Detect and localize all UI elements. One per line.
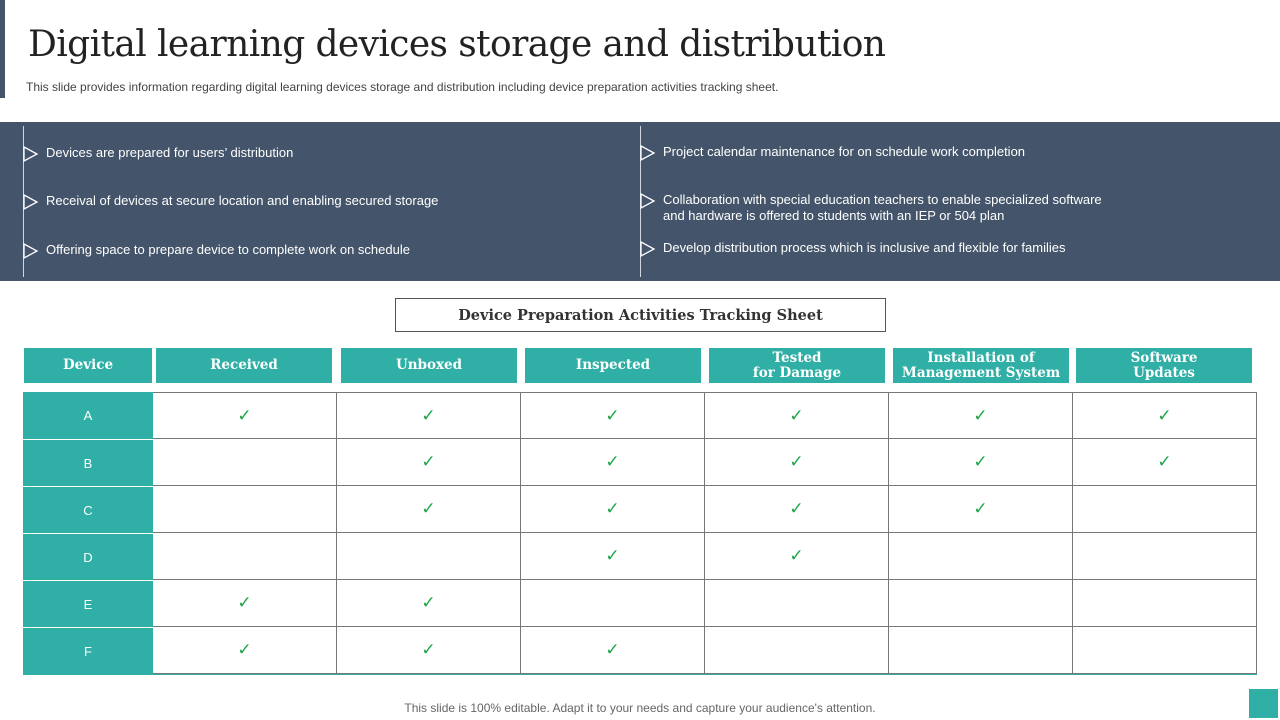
- status-cell: [521, 533, 705, 580]
- banner-bullet: [23, 145, 293, 162]
- table-row: [23, 439, 1257, 486]
- page-title: Digital learning devices storage and distribution: [28, 24, 886, 65]
- table-row: [23, 392, 1257, 439]
- tracking-sheet-title: Device Preparation Activities Tracking Sheet: [395, 298, 886, 332]
- checkmark-icon: ✓: [789, 405, 804, 426]
- title-accent-bar: [0, 0, 5, 98]
- status-cell: [889, 392, 1073, 439]
- status-cell: [521, 486, 705, 533]
- status-cell: [705, 533, 889, 580]
- status-cell: [705, 439, 889, 486]
- table-row: [23, 533, 1257, 580]
- device-label-cell: D: [23, 533, 153, 580]
- status-cell: [521, 439, 705, 486]
- triangle-bullet-icon: [640, 145, 656, 161]
- header-tested-for-damage: Tested for Damage: [709, 348, 885, 383]
- banner-bullet-text: Devices are prepared for users’ distribution: [46, 145, 294, 160]
- status-cell: [153, 439, 337, 486]
- status-cell: [705, 392, 889, 439]
- triangle-bullet-icon: [640, 193, 656, 209]
- status-cell: [889, 627, 1073, 674]
- footer-note: This slide is 100% editable. Adapt it to your needs and capture your audience's attention.: [404, 701, 876, 715]
- status-cell: [153, 627, 337, 674]
- status-cell: [705, 627, 889, 674]
- checkmark-icon: ✓: [1157, 405, 1172, 426]
- status-cell: [705, 580, 889, 627]
- status-cell: [153, 392, 337, 439]
- checkmark-icon: ✓: [973, 452, 988, 472]
- banner-bullet-text: Receival of devices at secure location and enabling secured storage: [46, 193, 439, 208]
- checkmark-icon: ✓: [237, 640, 252, 660]
- banner-bullet: [23, 193, 438, 210]
- header-received: Received: [156, 348, 332, 383]
- checkmark-icon: ✓: [789, 452, 804, 472]
- status-cell: [153, 533, 337, 580]
- device-label-cell: A: [23, 392, 153, 439]
- status-cell: [337, 627, 521, 674]
- device-label-cell: C: [23, 486, 153, 533]
- corner-square: [1249, 689, 1278, 718]
- checkmark-icon: ✓: [605, 405, 620, 426]
- device-label-cell: B: [23, 439, 153, 486]
- checkmark-icon: ✓: [973, 405, 988, 426]
- status-cell: [1073, 486, 1257, 533]
- status-cell: [1073, 580, 1257, 627]
- banner-bullet: [640, 192, 1102, 224]
- banner-bullet: [640, 144, 1025, 161]
- status-cell: [1073, 392, 1257, 439]
- page-subtitle: This slide provides information regarding digital learning devices storage and distribution including device preparation activities tracking sheet.: [26, 80, 779, 94]
- banner-bullet-text: Offering space to prepare device to complete work on schedule: [46, 242, 410, 257]
- checkmark-icon: ✓: [1157, 452, 1172, 472]
- status-cell: [1073, 627, 1257, 674]
- checkmark-icon: ✓: [421, 499, 436, 519]
- status-cell: [1073, 533, 1257, 580]
- status-cell: [337, 392, 521, 439]
- device-label-cell: E: [23, 580, 153, 627]
- table-bottom-rule: [23, 674, 1257, 675]
- checkmark-icon: ✓: [789, 546, 804, 566]
- triangle-bullet-icon: [23, 243, 39, 259]
- status-cell: [521, 392, 705, 439]
- status-cell: [337, 439, 521, 486]
- checkmark-icon: ✓: [789, 499, 804, 519]
- header-unboxed: Unboxed: [341, 348, 517, 383]
- banner-bullet-text: Collaboration with special education teachers to enable specialized software and hardware is offered to students with an IEP or 504 plan: [663, 192, 1102, 223]
- checkmark-icon: ✓: [421, 405, 436, 426]
- header-device: Device: [24, 348, 152, 383]
- table-row: [23, 486, 1257, 533]
- status-cell: [337, 533, 521, 580]
- status-cell: [521, 580, 705, 627]
- checkmark-icon: ✓: [605, 640, 620, 660]
- status-cell: [337, 580, 521, 627]
- status-cell: [889, 533, 1073, 580]
- triangle-bullet-icon: [640, 241, 656, 257]
- checkmark-icon: ✓: [421, 640, 436, 660]
- header-inspected: Inspected: [525, 348, 701, 383]
- info-banner: [0, 122, 1280, 281]
- checkmark-icon: ✓: [421, 593, 436, 613]
- banner-bullet: [23, 242, 410, 259]
- checkmark-icon: ✓: [237, 593, 252, 613]
- status-cell: [337, 486, 521, 533]
- device-label-cell: F: [23, 627, 153, 674]
- status-cell: [889, 580, 1073, 627]
- checkmark-icon: ✓: [421, 452, 436, 472]
- status-cell: [1073, 439, 1257, 486]
- checkmark-icon: ✓: [605, 499, 620, 519]
- tracking-table: [23, 392, 1257, 675]
- status-cell: [153, 486, 337, 533]
- table-row: [23, 627, 1257, 674]
- triangle-bullet-icon: [23, 146, 39, 162]
- table-row: [23, 580, 1257, 627]
- status-cell: [705, 486, 889, 533]
- checkmark-icon: ✓: [605, 546, 620, 566]
- status-cell: [521, 627, 705, 674]
- banner-bullet-text: Project calendar maintenance for on schedule work completion: [663, 144, 1026, 159]
- status-cell: [153, 580, 337, 627]
- banner-bullet-text: Develop distribution process which is inclusive and flexible for families: [663, 240, 1066, 255]
- checkmark-icon: ✓: [973, 499, 988, 519]
- status-cell: [889, 439, 1073, 486]
- checkmark-icon: ✓: [605, 452, 620, 472]
- header-installation-of-management-system: Installation of Management System: [893, 348, 1069, 383]
- banner-bullet: [640, 240, 1065, 257]
- checkmark-icon: ✓: [237, 405, 252, 426]
- header-software-updates: Software Updates: [1076, 348, 1252, 383]
- status-cell: [889, 486, 1073, 533]
- triangle-bullet-icon: [23, 194, 39, 210]
